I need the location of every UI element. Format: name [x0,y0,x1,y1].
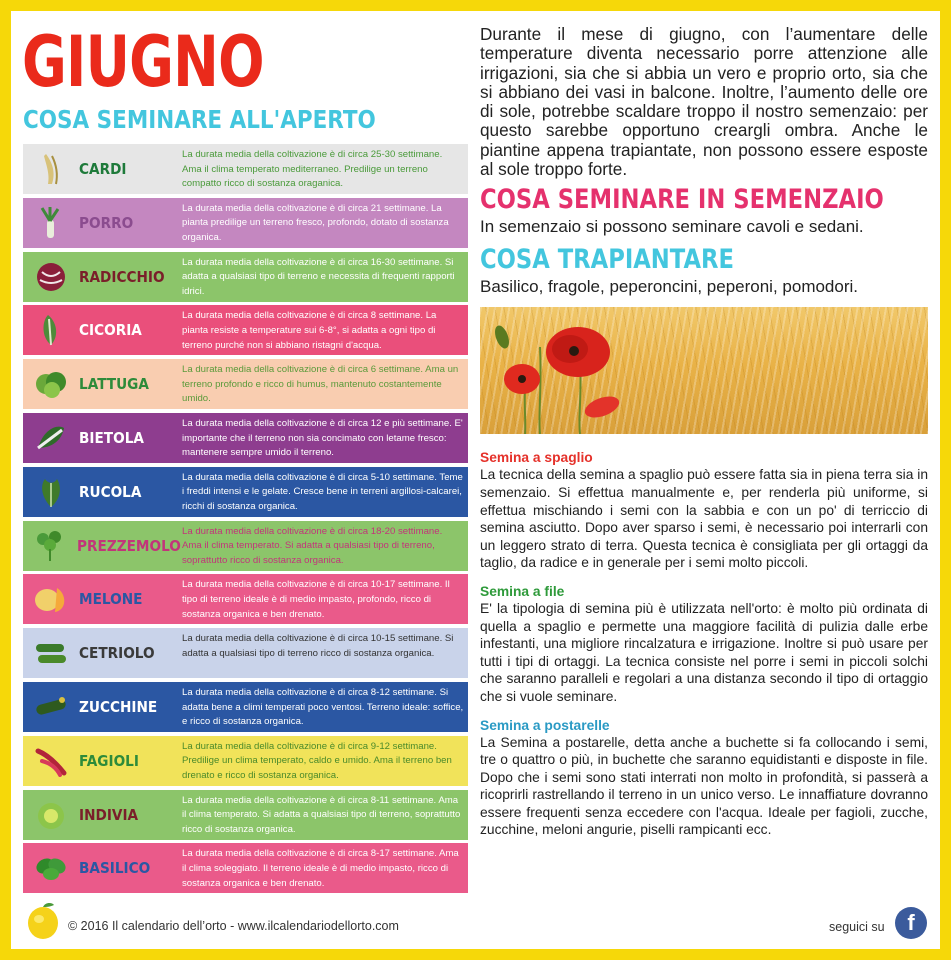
trapiantare-heading: COSA TRAPIANTARE [480,244,735,276]
crop-row-indivia [23,790,468,840]
crop-name: FAGIOLI [79,751,139,770]
crop-label-area [23,736,178,786]
crop-description: La durata media della coltivazione è di circa 9-12 settimane. Predilige un clima temperato, caldo e umido. Ama il terreno ben drenato e ricco di sostanza organica. [182,740,452,781]
sowing-methods [480,450,928,839]
crop-row-cetriolo [23,628,468,678]
chicory-icon [33,312,69,348]
crop-row-radicchio [23,252,468,302]
crop-name: PREZZEMOLO [77,536,181,555]
semenzaio-text: In semenzaio si possono seminare cavoli e sedani. [480,217,864,237]
crop-name: RADICCHIO [79,267,165,286]
crop-list [23,144,468,897]
poppy-illustration [480,307,928,434]
method-title: Semina a spaglio [480,450,593,466]
intro-text: Durante il mese di giugno, con l’aumentare delle temperature diventa necessario porre attenzione alle irrigazioni, sia che si abbia un vero e proprio orto, sia che si abbiano dei vasi in balcone. Inoltre, l’aumento delle ore di sole, potrebbe scaldare troppo il nostro semenzaio: per questo sarebbe opportuno creargli ombra. Anche le piantine appena trapiantate, non possono essere esposte al sole troppo forte. [480,24,928,180]
zucchini-icon [33,689,69,725]
crop-label-area [23,521,181,571]
leek-icon [33,205,69,241]
crop-label-area [23,413,178,463]
crop-label-area [23,359,178,409]
lemon-logo-icon [25,901,61,945]
crop-description: La durata media della coltivazione è di circa 8-12 settimane. Si adatta bene a climi temperati poco ventosi. Terreno ideale: soffice, e ricco di sostanza organica. [182,686,464,728]
parsley-icon [33,528,67,564]
crop-label-area [23,198,178,248]
crop-label-area [23,628,178,678]
crop-label-area [23,144,178,194]
crop-name: PORRO [79,213,134,232]
crop-description: La durata media della coltivazione è di circa 5-10 settimane. Teme i freddi intensi e le gelate. Cresce bene in terreni argillosi-calcarei, ricchi di sostanza organica. [182,471,463,512]
crop-description: La durata media della coltivazione è di circa 8-17 settimane. Ama il clima soleggiato. Il terreno ideale è di medio impasto, ricco di sostanza organica e ben drenato. [182,848,459,889]
footer-copyright: © 2016 Il calendario dell’orto - www.ilcalendariodellorto.com [68,919,399,933]
crop-name: CARDI [79,160,127,178]
crop-row-cicoria [23,305,468,355]
crop-description: La durata media della coltivazione è di circa 8 settimane. La pianta resiste a temperature sui 6-8°, si adatta a ogni tipo di terreno purché non si abbiano ristagni d'acqua. [182,310,437,351]
crop-row-porro [23,198,468,248]
crop-description: La durata media della coltivazione è di circa 25-30 settimane. Ama il clima temperato mediterraneo. Predilige un terreno compatto ricco di sostanza oraganica. [182,149,443,190]
crop-name: BASILICO [79,859,151,878]
method-title: Semina a postarelle [480,717,610,733]
page-subtitle: COSA SEMINARE ALL'APERTO [23,105,376,134]
crop-label-area [23,305,178,355]
crop-description: La durata media della coltivazione è di circa 12 e più settimane. E' importante che il terreno non sia concimato con letame fresco: mantenere sempre umido il terreno. [182,417,463,459]
beans-icon [33,743,69,779]
crop-description: La durata media della coltivazione è di circa 21 settimane. La pianta predilige un terreno fresco, profondo, dotato di sostanza organica. [182,202,449,243]
method-text: La tecnica della semina a spaglio può essere fatta sia in piena terra sia in semenzaio. Si effettua manualmente e, per renderla più uniforme, si effettua mischiando i semi con la sabbia e con un po' di terriccio di semina asciutto. Dopo aver sparso i semi, è necessario poi interrarli con un leggero strato di terra. Questa tecnica è consigliata per gli ortaggi da taglio, da radice e in generale per i semi molto piccoli. [480,467,928,571]
semenzaio-heading: COSA SEMINARE IN SEMENZAIO [480,184,884,216]
crop-row-bietola [23,413,468,463]
crop-row-melone [23,574,468,624]
trapiantare-text: Basilico, fragole, peperoncini, peperoni, pomodori. [480,277,859,297]
crop-label-area [23,790,178,840]
crop-description: La durata media della coltivazione è di circa 10-17 settimane. Il tipo di terreno ideale è di medio impasto, profondo, ricco di sostanza organica e ben drenato. [182,579,450,620]
crop-name: INDIVIA [79,805,139,824]
crop-name: BIETOLA [79,428,144,447]
wheat-poppy-photo [480,307,928,434]
follow-us-label: seguici su [829,920,885,934]
basil-icon [33,850,69,886]
crop-row-fagioli [23,736,468,786]
method-text: E' la tipologia di semina più è utilizzata nell'orto: è molto più ordinata di quella a spaglio e permette una maggiore facilità di pulizia dalle erbe infestanti, una migliore rincalzatura e irrigazione. Inoltre si può usare per tutti i tipi di ortaggi. La tecnica consiste nel porre i semi in piccoli solchi che saranno paralleli e regolari a una distanza secondo il tipo di ortaggio che si vuole seminare. [480,600,928,704]
crop-name: RUCOLA [79,482,142,501]
facebook-icon[interactable]: f [895,907,927,939]
radicchio-icon [33,259,69,295]
page-title: GIUGNO [22,21,264,103]
chard-icon [33,420,69,456]
crop-label-area [23,574,178,624]
crop-name: ZUCCHINE [79,697,158,716]
crop-row-basilico [23,843,468,893]
crop-description: La durata media della coltivazione è di circa 8-11 settimane. Ama il clima temperato. Si adatta a qualsiasi tipo di terreno, soprattutto ricco di sostanza organica. [182,794,461,835]
cardoon-icon [33,151,69,187]
crop-description: La durata media della coltivazione è di circa 10-15 settimane. Si adatta a qualsiasi tipo di terreno ricco di sostanza organica. [182,633,454,659]
crop-row-rucola [23,467,468,517]
crop-description: La durata media della coltivazione è di circa 6 settimane. Ama un terreno profondo e ricco di humus, mantenuto costantemente umido. [182,364,459,405]
crop-row-cardi [23,144,468,194]
right-column [480,25,928,851]
method-text: La Semina a postarelle, detta anche a buchette si fa collocando i semi, tre o quattro o più, in buchette che saranno equidistanti e disposte in file. Dopo che i semi sono stati interrati non molto in profondità, si passerà a ricoprirli rastrellando il terreno in un unico verso. Le innaffiature dovranno essere frequenti senza eccedere con l'acqua. Ideale per fagioli, zucche, zucchine, meloni angurie, piselli rampicanti ecc. [480,734,928,838]
melon-icon [33,581,69,617]
crop-description: La durata media della coltivazione è di circa 18-20 settimane. Ama il clima temperato. Si adatta a qualsiasi tipo di terreno, soprattutto ricco di sostanza organica. [182,525,443,566]
crop-label-area [23,843,178,893]
arugula-icon [33,474,69,510]
crop-row-zucchine [23,682,468,732]
lettuce-icon [33,366,69,402]
crop-label-area [23,682,178,732]
crop-name: CICORIA [79,321,142,340]
crop-row-prezzemolo [23,521,468,571]
crop-row-lattuga [23,359,468,409]
method-title: Semina a file [480,583,565,599]
crop-name: MELONE [79,590,143,609]
crop-name: CETRIOLO [79,644,155,663]
page [11,11,940,949]
crop-description: La durata media della coltivazione è di circa 16-30 settimane. Si adatta a qualsiasi tipo di terreno e necessita di frequenti rapporti idrici. [182,256,455,297]
crop-name: LATTUGA [79,375,149,394]
crop-label-area [23,252,178,302]
endive-icon [33,797,69,833]
crop-label-area [23,467,178,517]
cucumber-icon [33,635,69,671]
